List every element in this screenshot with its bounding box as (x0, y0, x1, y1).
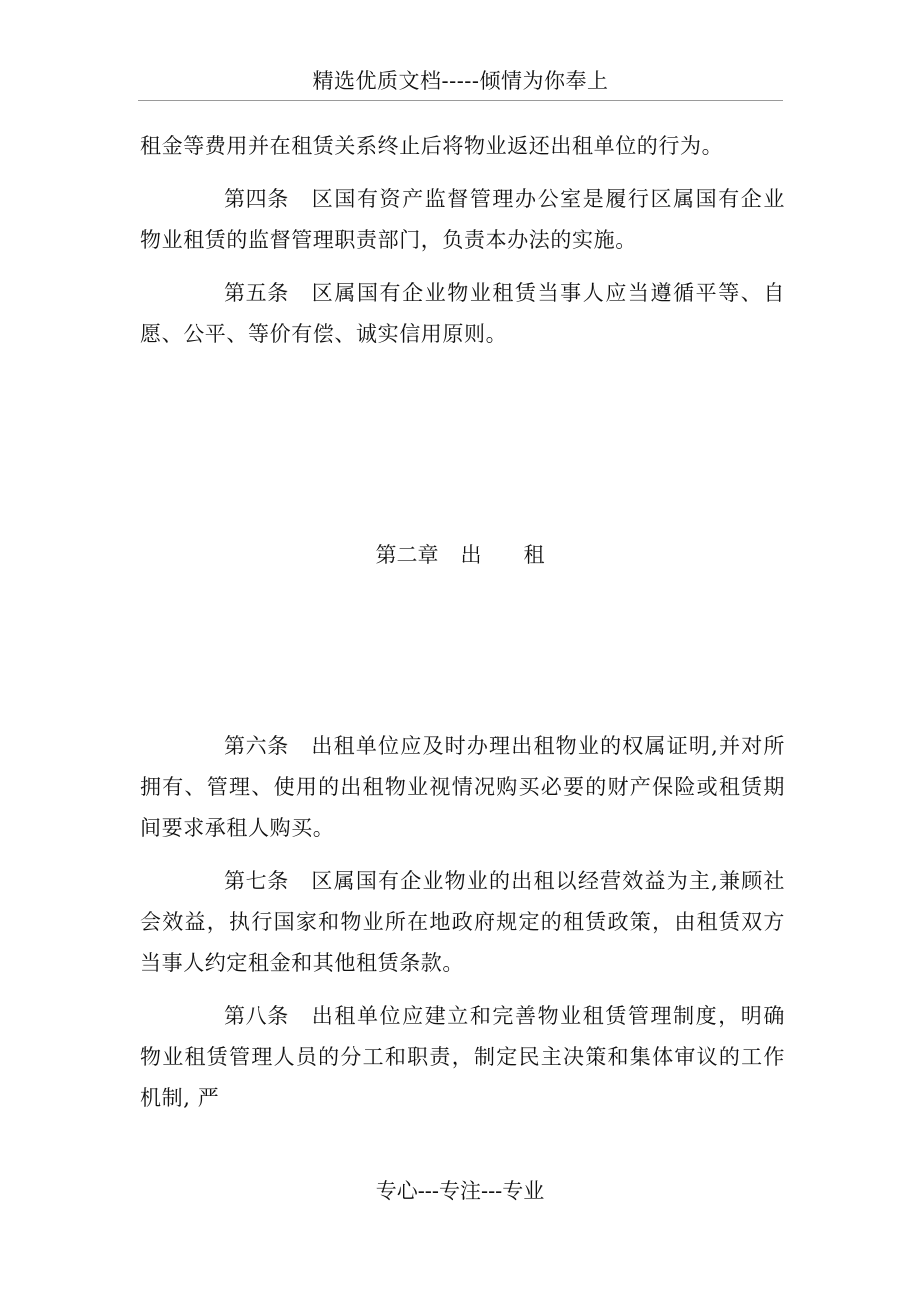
article-number: 第七条 (224, 869, 289, 893)
article-text: 出租单位应及时办理出租物业的权属证明,并对所拥有、管理、使用的出租物业视情况购买必要的财产保险或租赁期间要求承租人购买。 (140, 734, 785, 840)
article-8 (140, 996, 785, 1119)
body-section-top (140, 126, 785, 355)
article-5 (140, 273, 785, 355)
article-number: 第五条 (224, 281, 289, 305)
chapter-title-char-1: 出 (460, 543, 482, 567)
page-header: 精选优质文档-----倾情为你奉上 (312, 69, 609, 93)
chapter-heading (0, 540, 920, 570)
article-text: 区属国有企业物业租赁当事人应当遵循平等、自愿、公平、等价有偿、诚实信用原则。 (140, 281, 785, 346)
paragraph-continuation (140, 126, 785, 167)
article-number: 第八条 (224, 1004, 289, 1028)
chapter-number: 第二章 (375, 543, 439, 567)
article-4 (140, 179, 785, 261)
article-text: 区属国有企业物业的出租以经营效益为主,兼顾社会效益，执行国家和物业所在地政府规定的租赁政策，由租赁双方当事人约定租金和其他租赁条款。 (140, 869, 785, 975)
article-number: 第六条 (224, 734, 289, 758)
paragraph-text: 租金等费用并在租赁关系终止后将物业返还出租单位的行为。 (140, 134, 724, 158)
article-7 (140, 861, 785, 984)
header-divider (138, 100, 783, 101)
chapter-title-char-2: 租 (523, 543, 545, 567)
article-number: 第四条 (224, 187, 289, 211)
page-footer: 专心---专注---专业 (375, 1179, 545, 1203)
article-text: 区国有资产监督管理办公室是履行区属国有企业物业租赁的监督管理职责部门，负责本办法的实施。 (140, 187, 785, 252)
article-text: 出租单位应建立和完善物业租赁管理制度，明确物业租赁管理人员的分工和职责，制定民主决策和集体审议的工作机制, 严 (140, 1004, 785, 1110)
article-6 (140, 726, 785, 849)
body-section-bottom (140, 726, 785, 1119)
